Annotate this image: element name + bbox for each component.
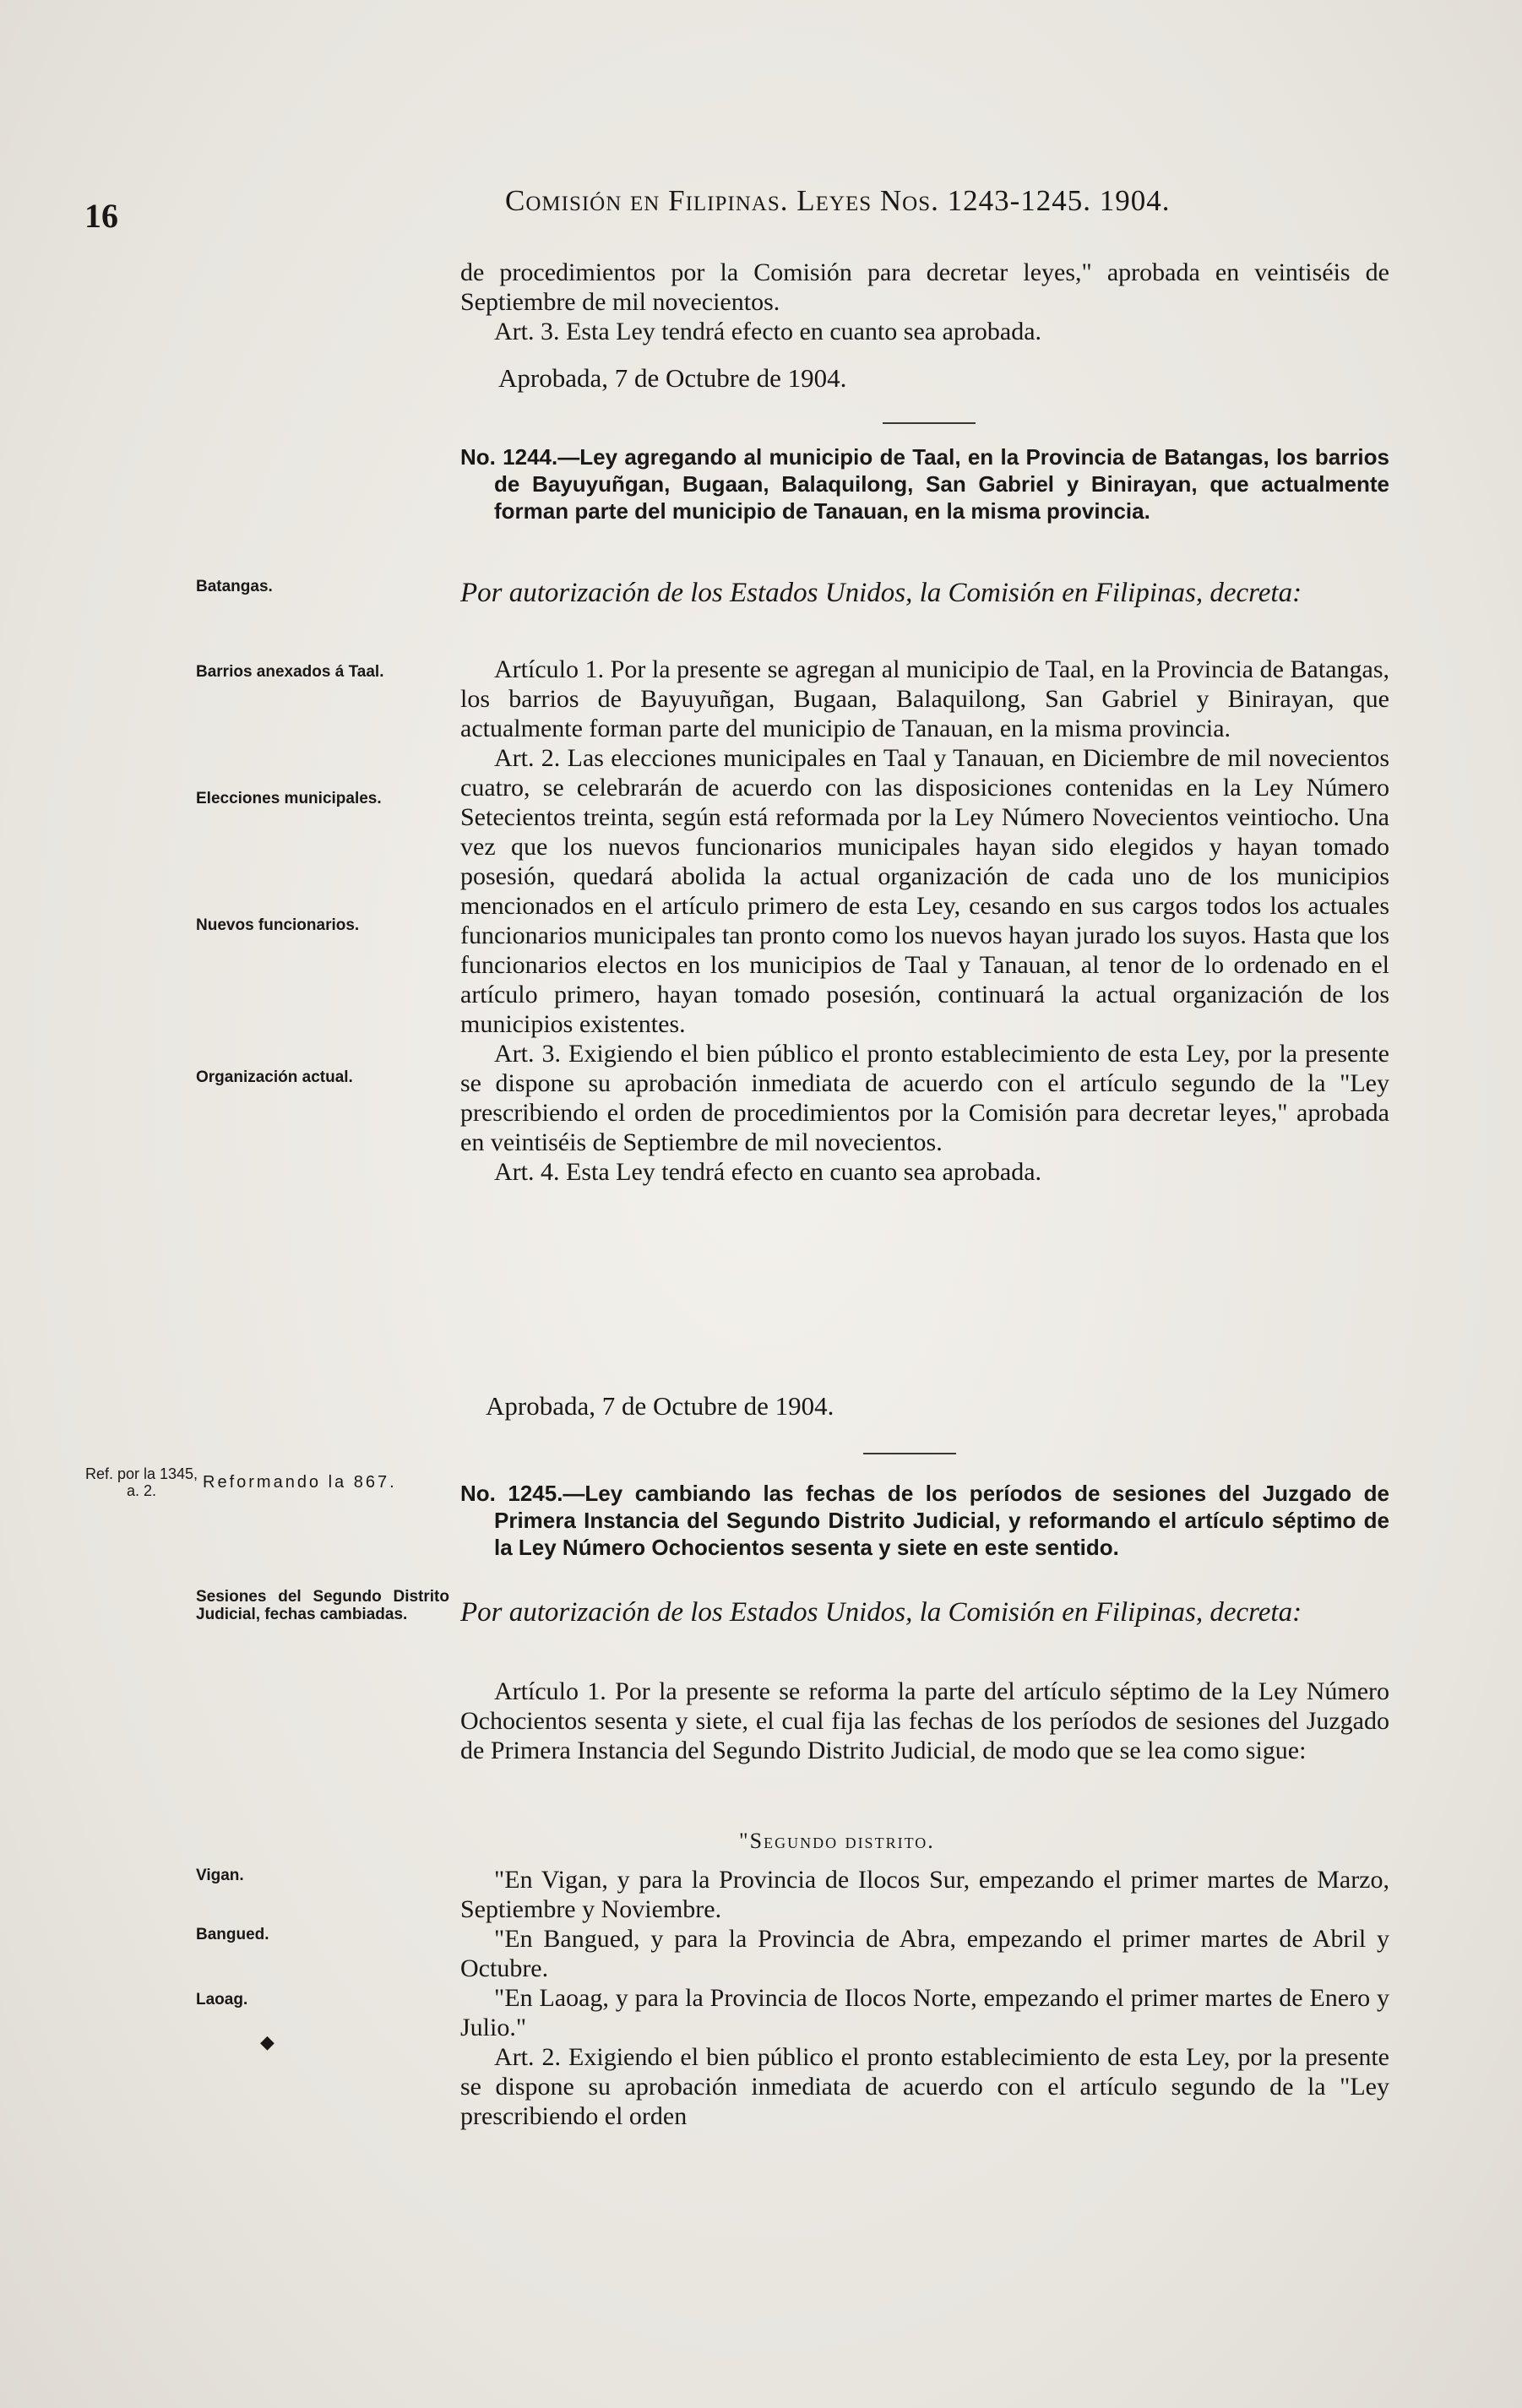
law-heading: No. 1244.—Ley agregando al municipio de Taal, en la Provincia de Batangas, los barrios de Bayuyuñgan, Bugaan, Balaquilong, San Gabriel y Binirayan, que actualmente forman parte del municipio de Tanauan, en la misma provincia. xyxy=(460,444,1389,524)
paragraph: Artículo 1. Por la presente se reforma la parte del artículo séptimo de la Ley Número Ochocientos sesenta y siete, el cual fija las fechas de los períodos de sesiones del Juzgado de Primera Instancia del Segundo Distrito Judicial, de modo que se lea como sigue: xyxy=(460,1677,1389,1764)
law-heading: No. 1245.—Ley cambiando las fechas de los períodos de sesiones del Juzgado de Primera Instancia del Segundo Distrito Judicial, y reformando el artículo séptimo de la Ley Número Ochocientos sesenta y siete en este sentido. xyxy=(460,1481,1389,1560)
section-divider xyxy=(863,1453,956,1454)
approval-date: Aprobada, 7 de Octubre de 1904. xyxy=(498,363,847,393)
margin-note: Elecciones municipales. xyxy=(196,790,382,807)
enactment-clause: Por autorización de los Estados Unidos, la Comisión en Filipinas, decreta: xyxy=(460,1597,1302,1628)
paragraph: Art. 3. Esta Ley tendrá efecto en cuanto sea aprobada. xyxy=(494,318,1042,345)
margin-note: Vigan. xyxy=(196,1867,244,1884)
margin-note: Laoag. xyxy=(196,1991,248,2008)
paragraph: "En Laoag, y para la Provincia de Ilocos Norte, empezando el primer martes de Enero y Julio." xyxy=(460,1984,1389,2041)
paragraph: "En Vigan, y para la Provincia de Ilocos Sur, empezando el primer martes de Marzo, Septiembre y Noviembre. xyxy=(460,1866,1389,1923)
law-body xyxy=(460,655,1389,1187)
margin-note: Barrios anexados á Taal. xyxy=(196,663,384,681)
paragraph: "En Bangued, y para la Provincia de Abra, empezando el primer martes de Abril y Octubre. xyxy=(460,1925,1389,1982)
top-continuation xyxy=(460,258,1389,346)
margin-note: Batangas. xyxy=(196,578,273,595)
paragraph: de procedimientos por la Comisión para decretar leyes," aprobada en veintiséis de Septiembre de mil novecientos. xyxy=(460,258,1389,316)
margin-note: Sesiones del Segundo Distrito Judicial, fechas cambiadas. xyxy=(196,1588,449,1623)
law-body xyxy=(460,1677,1389,1765)
enactment-clause: Por autorización de los Estados Unidos, la Comisión en Filipinas, decreta: xyxy=(460,578,1302,608)
margin-note: Organización actual. xyxy=(196,1068,353,1086)
bullet-mark: ◆ xyxy=(260,2031,275,2052)
section-divider xyxy=(883,422,976,424)
paragraph: Art. 4. Esta Ley tendrá efecto en cuanto sea aprobada. xyxy=(494,1158,1042,1186)
paragraph: Artículo 1. Por la presente se agregan al municipio de Taal, en la Provincia de Batangas, los barrios de Bayuyuñgan, Bugaan, Balaquilong, San Gabriel y Binirayan, que actualmente forman parte del municipio de Tanauan, en la misma provincia. xyxy=(460,655,1389,742)
margin-note: Nuevos funcionarios. xyxy=(196,916,360,934)
margin-note: Bangued. xyxy=(196,1926,269,1943)
paragraph: Art. 3. Exigiendo el bien público el pronto establecimiento de esta Ley, por la presente se dispone su aprobación inmediata de acuerdo con el artículo segundo de la "Ley prescribiendo el orden de procedimientos por la Comisión para decretar leyes," aprobada en veintiséis de Septiembre de mil novecientos. xyxy=(460,1040,1389,1156)
law-body xyxy=(460,1865,1389,2131)
section-title: "Segundo distrito. xyxy=(739,1829,935,1853)
cross-reference: Ref. por la 1345, a. 2. xyxy=(84,1465,198,1499)
paragraph: Art. 2. Exigiendo el bien público el pronto establecimiento de esta Ley, por la presente se dispone su aprobación inmediata de acuerdo con el artículo segundo de la "Ley prescribiendo el orden xyxy=(460,2043,1389,2130)
margin-note: Reformando la 867. xyxy=(203,1473,397,1492)
approval-date: Aprobada, 7 de Octubre de 1904. xyxy=(486,1391,834,1421)
page-number: 16 xyxy=(84,197,118,235)
paragraph: Art. 2. Las elecciones municipales en Taal y Tanauan, en Diciembre de mil novecientos cuatro, se celebrarán de acuerdo con las disposiciones contenidas en la Ley Número Setecientos treinta, según está reformada por la Ley Número Novecientos veintiocho. Una vez que los nuevos funcionarios municipales hayan sido elegidos y hayan tomado posesión, quedará abolida la actual organización de cada uno de los municipios mencionados en el artículo primero de esta Ley, cesando en sus cargos todos los actuales funcionarios municipales tan pronto como los nuevos hayan jurado los suyos. Hasta que los funcionarios electos en los municipios de Taal y Tanauan, al tenor de lo ordenado en el artículo primero, hayan tomado posesión, continuará la actual organización de los municipios existentes. xyxy=(460,744,1389,1038)
running-head: Comisión en Filipinas. Leyes Nos. 1243-1245. 1904. xyxy=(505,184,1171,217)
